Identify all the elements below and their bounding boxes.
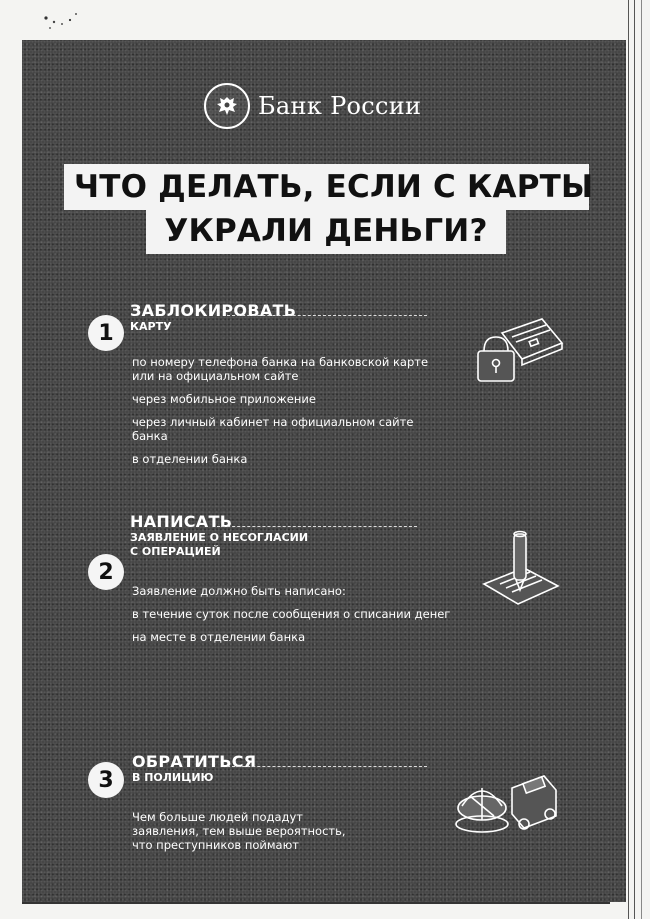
police-car-icon [452, 766, 562, 846]
page-title-line-1: ЧТО ДЕЛАТЬ, ЕСЛИ С КАРТЫ [64, 164, 589, 210]
step-items [132, 355, 432, 475]
list-item: Чем больше людей подадут заявления, тем выше вероятность, что преступников поймают [132, 810, 346, 852]
step-subtitle-2: С ОПЕРАЦИЕЙ [130, 545, 221, 558]
scan-edge-line [628, 0, 629, 919]
step-number: 3 [88, 762, 124, 798]
page-title-line-2: УКРАЛИ ДЕНЬГИ? [146, 208, 506, 254]
step-heading [132, 752, 256, 785]
dotted-divider [227, 315, 427, 316]
eagle-emblem-icon [204, 83, 250, 129]
list-item: в отделении банка [132, 452, 248, 466]
list-item: через личный кабинет на официальном сайте банка [132, 415, 414, 443]
bank-logo [204, 83, 421, 129]
dotted-divider [227, 766, 427, 767]
step-items [132, 810, 362, 861]
pen-paper-icon [478, 524, 563, 614]
step-number: 2 [88, 554, 124, 590]
logo-text: Банк России [258, 92, 422, 120]
list-item: в течение суток после сообщения о списании денег [132, 607, 451, 621]
list-item: на месте в отделении банка [132, 630, 306, 644]
step-subtitle: В ПОЛИЦИЮ [132, 771, 214, 784]
scan-edge-line [641, 0, 642, 919]
list-item: по номеру телефона банка на банковской карте или на официальном сайте [132, 355, 429, 383]
scan-noise [40, 8, 110, 38]
step-subtitle: ЗАЯВЛЕНИЕ О НЕСОГЛАСИИ [130, 531, 309, 544]
scan-bottom-edge [22, 902, 610, 904]
step-heading [130, 301, 296, 334]
poster [22, 40, 626, 902]
step-title: ОБРАТИТЬСЯ [132, 752, 257, 771]
dotted-divider [217, 526, 417, 527]
step-items [132, 584, 452, 653]
card-lock-icon [472, 313, 567, 388]
step-number: 1 [88, 315, 124, 351]
step-heading [130, 512, 308, 559]
list-item: через мобильное приложение [132, 392, 316, 406]
step-title: ЗАБЛОКИРОВАТЬ [130, 301, 297, 320]
step-title: НАПИСАТЬ [130, 512, 233, 531]
scan-edge-line [634, 0, 635, 919]
list-item: Заявление должно быть написано: [132, 584, 346, 598]
step-subtitle: КАРТУ [130, 320, 172, 333]
